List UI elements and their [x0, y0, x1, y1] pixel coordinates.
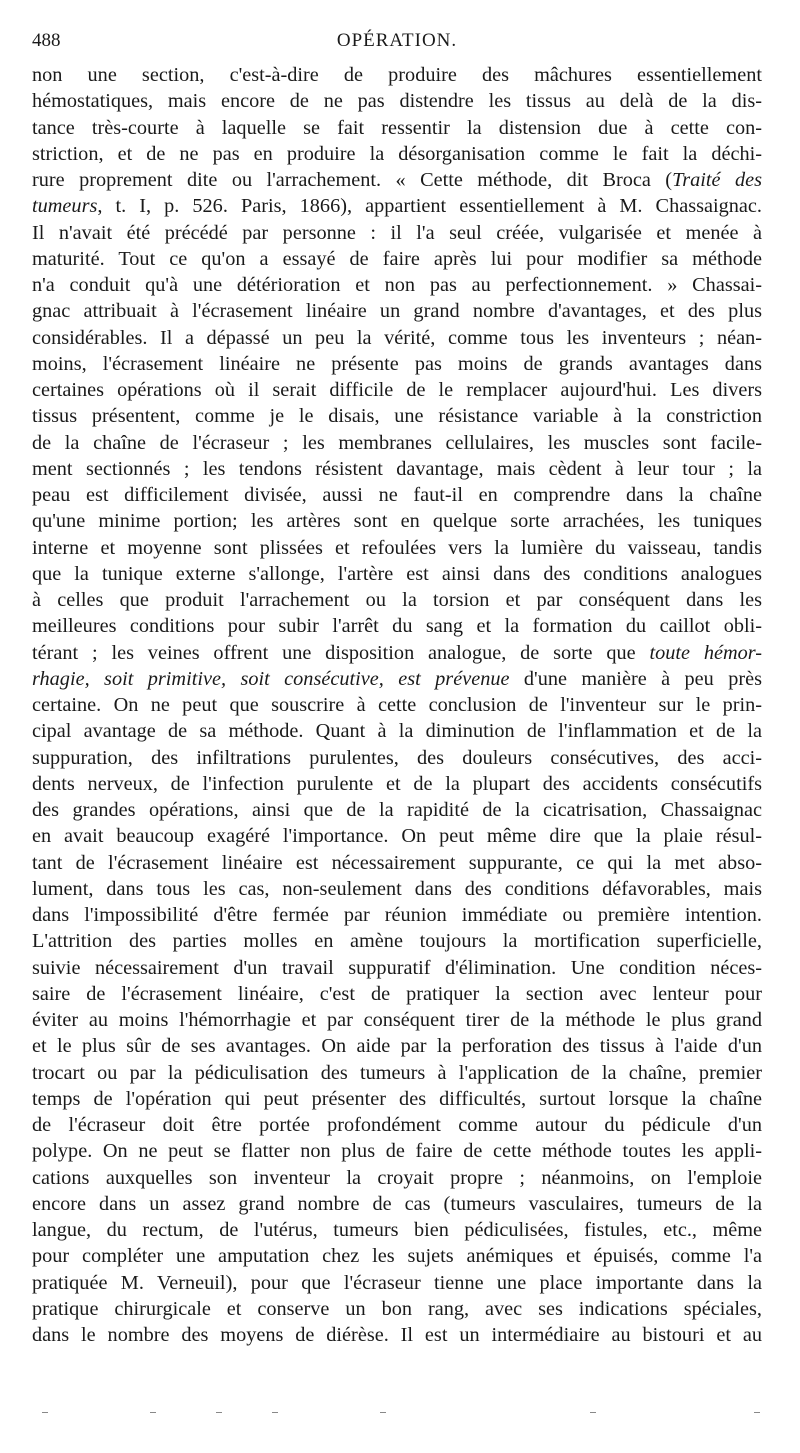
text-line: rure proprement dite ou l'arrachement. « Cette méthode, dit Broca (Traité des [32, 169, 762, 191]
text-line: cipal avantage de sa méthode. Quant à la diminution de l'inflammation et de la [32, 720, 762, 743]
text-line: rhagie, soit primitive, soit consécutive, est prévenue d'une manière à peu près [32, 667, 762, 690]
text-line: en avait beaucoup exagéré l'importance. On peut même dire que la plaie résul- [32, 825, 762, 848]
text-line: ment sectionnés ; les tendons résistent davantage, mais cèdent à leur tour ; la [32, 457, 762, 480]
page-number: 488 [32, 30, 61, 51]
text-line: polype. On ne peut se flatter non plus de faire de cette méthode toutes les appli- [32, 1140, 762, 1163]
scan-speck [216, 1412, 222, 1413]
text-line: que la tunique externe s'allonge, l'artère est ainsi dans des conditions analogues [32, 562, 762, 585]
text-line: lument, dans tous les cas, non-seulement dans des conditions défavorables, mais [32, 877, 762, 900]
text-line: térant ; les veines offrent une disposition analogue, de sorte que toute hémor- [32, 641, 762, 664]
text-line: dents nerveux, de l'infection purulente et de la plupart des accidents consécutifs [32, 772, 762, 795]
scan-speck [754, 1412, 760, 1413]
text-line: éviter au moins l'hémorrhagie et par conséquent tirer de la méthode le plus grand [32, 1009, 762, 1031]
text-line: cations auxquelles son inventeur la croyait propre ; néanmoins, on l'emploie [32, 1166, 762, 1189]
text-line: suppuration, des infiltrations purulentes, des douleurs consécutives, des acci- [32, 746, 762, 769]
text-line: striction, et de ne pas en produire la désorganisation comme le fait la déchi- [32, 142, 762, 165]
text-line: encore dans un assez grand nombre de cas (tumeurs vasculaires, tumeurs de la [32, 1192, 762, 1215]
scan-speck [272, 1412, 278, 1413]
text-line: qu'une minime portion; les artères sont en quelque sorte arrachées, les tuniques [32, 510, 762, 533]
text-line: considérables. Il a dépassé un peu la vérité, comme tous les inventeurs ; néan- [32, 326, 762, 349]
text-line: suivie nécessairement d'un travail suppuratif d'élimination. Une condition néces- [32, 956, 762, 979]
text-line: saire de l'écrasement linéaire, c'est de pratiquer la section avec lenteur pour [32, 982, 762, 1005]
text-line: dans l'impossibilité d'être fermée par réunion immédiate ou première intention. [32, 904, 762, 926]
running-head: OPÉRATION. [336, 30, 458, 51]
text-line: de la chaîne de l'écraseur ; les membranes cellulaires, les muscles sont facile- [32, 431, 762, 454]
text-line: meilleures conditions pour subir l'arrêt du sang et la formation du caillot obli- [32, 615, 762, 638]
text-line: pratiquée M. Verneuil), pour que l'écraseur tienne une place importante dans la [32, 1271, 762, 1294]
text-line: pratique chirurgicale et conserve un bon rang, avec ses indications spéciales, [32, 1297, 762, 1320]
text-line: trocart ou par la pédiculisation des tumeurs à l'application de la chaîne, premier [32, 1061, 762, 1084]
scan-speck [380, 1412, 386, 1413]
text-line: maturité. Tout ce qu'on a essayé de faire après lui pour modifier sa méthode [32, 247, 762, 270]
text-line: dans le nombre des moyens de diérèse. Il est un intermédiaire au bistouri et au [32, 1324, 762, 1346]
text-line: Il n'avait été précédé par personne : il l'a seul créée, vulgarisée et menée à [32, 221, 762, 244]
text-line: non une section, c'est-à-dire de produire des mâchures essentiellement [32, 64, 762, 86]
text-line: tissus présentent, comme je le disais, une résistance variable à la constriction [32, 405, 762, 428]
italic-title: Traité des [672, 169, 762, 191]
text-line: de l'écraseur doit être portée profondément comme autour du pédicule d'un [32, 1114, 762, 1136]
text-line: et le plus sûr de ses avantages. On aide par la perforation des tissus à l'aide d'un [32, 1035, 762, 1058]
italic-title: tumeurs [32, 195, 98, 218]
text-line: certaine. On ne peut que souscrire à cette conclusion de l'inventeur sur le prin- [32, 694, 762, 716]
italic-phrase: toute hémor- [649, 641, 762, 664]
scan-marks [30, 1412, 770, 1416]
text-line: pour compléter une amputation chez les sujets anémiques et épuisés, comme l'a [32, 1245, 762, 1268]
italic-phrase: rhagie, soit primitive, soit consécutive, est prévenue [32, 667, 510, 690]
text-line: L'attrition des parties molles en amène toujours la mortification superficielle, [32, 930, 762, 953]
text-line: tance très-courte à laquelle se fait ressentir la distension due à cette con- [32, 116, 762, 139]
text-line: tumeurs, t. I, p. 526. Paris, 1866), appartient essentiellement à M. Chassaignac. [32, 195, 762, 218]
body-text [32, 62, 762, 1348]
text-line: peau est difficilement divisée, aussi ne faut-il en comprendre dans la chaîne [32, 484, 762, 506]
text-line: interne et moyenne sont plissées et refoulées vers la lumière du vaisseau, tandis [32, 536, 762, 559]
text-line: temps de l'opération qui peut présenter des difficultés, surtout lorsque la chaîne [32, 1087, 762, 1110]
text-line: n'a conduit qu'à une détérioration et non pas au perfectionnement. » Chassai- [32, 274, 762, 296]
text-line: certaines opérations où il serait difficile de le remplacer aujourd'hui. Les divers [32, 379, 762, 401]
scan-speck [150, 1412, 156, 1413]
text-line: hémostatiques, mais encore de ne pas distendre les tissus au delà de la dis- [32, 90, 762, 113]
text-line: gnac attribuait à l'écrasement linéaire un grand nombre d'avantages, et des plus [32, 300, 762, 323]
text-line: moins, l'écrasement linéaire ne présente pas moins de grands avantages dans [32, 352, 762, 375]
scan-speck [590, 1412, 596, 1413]
page-header [32, 30, 762, 56]
scan-speck [42, 1412, 48, 1413]
text-line: des grandes opérations, ainsi que de la rapidité de la cicatrisation, Chassaignac [32, 799, 762, 821]
text-line: à celles que produit l'arrachement ou la torsion et par conséquent dans les [32, 589, 762, 611]
text-line: langue, du rectum, de l'utérus, tumeurs bien pédiculisées, fistules, etc., même [32, 1219, 762, 1241]
text-line: tant de l'écrasement linéaire est nécessairement suppurante, ce qui la met abso- [32, 851, 762, 874]
